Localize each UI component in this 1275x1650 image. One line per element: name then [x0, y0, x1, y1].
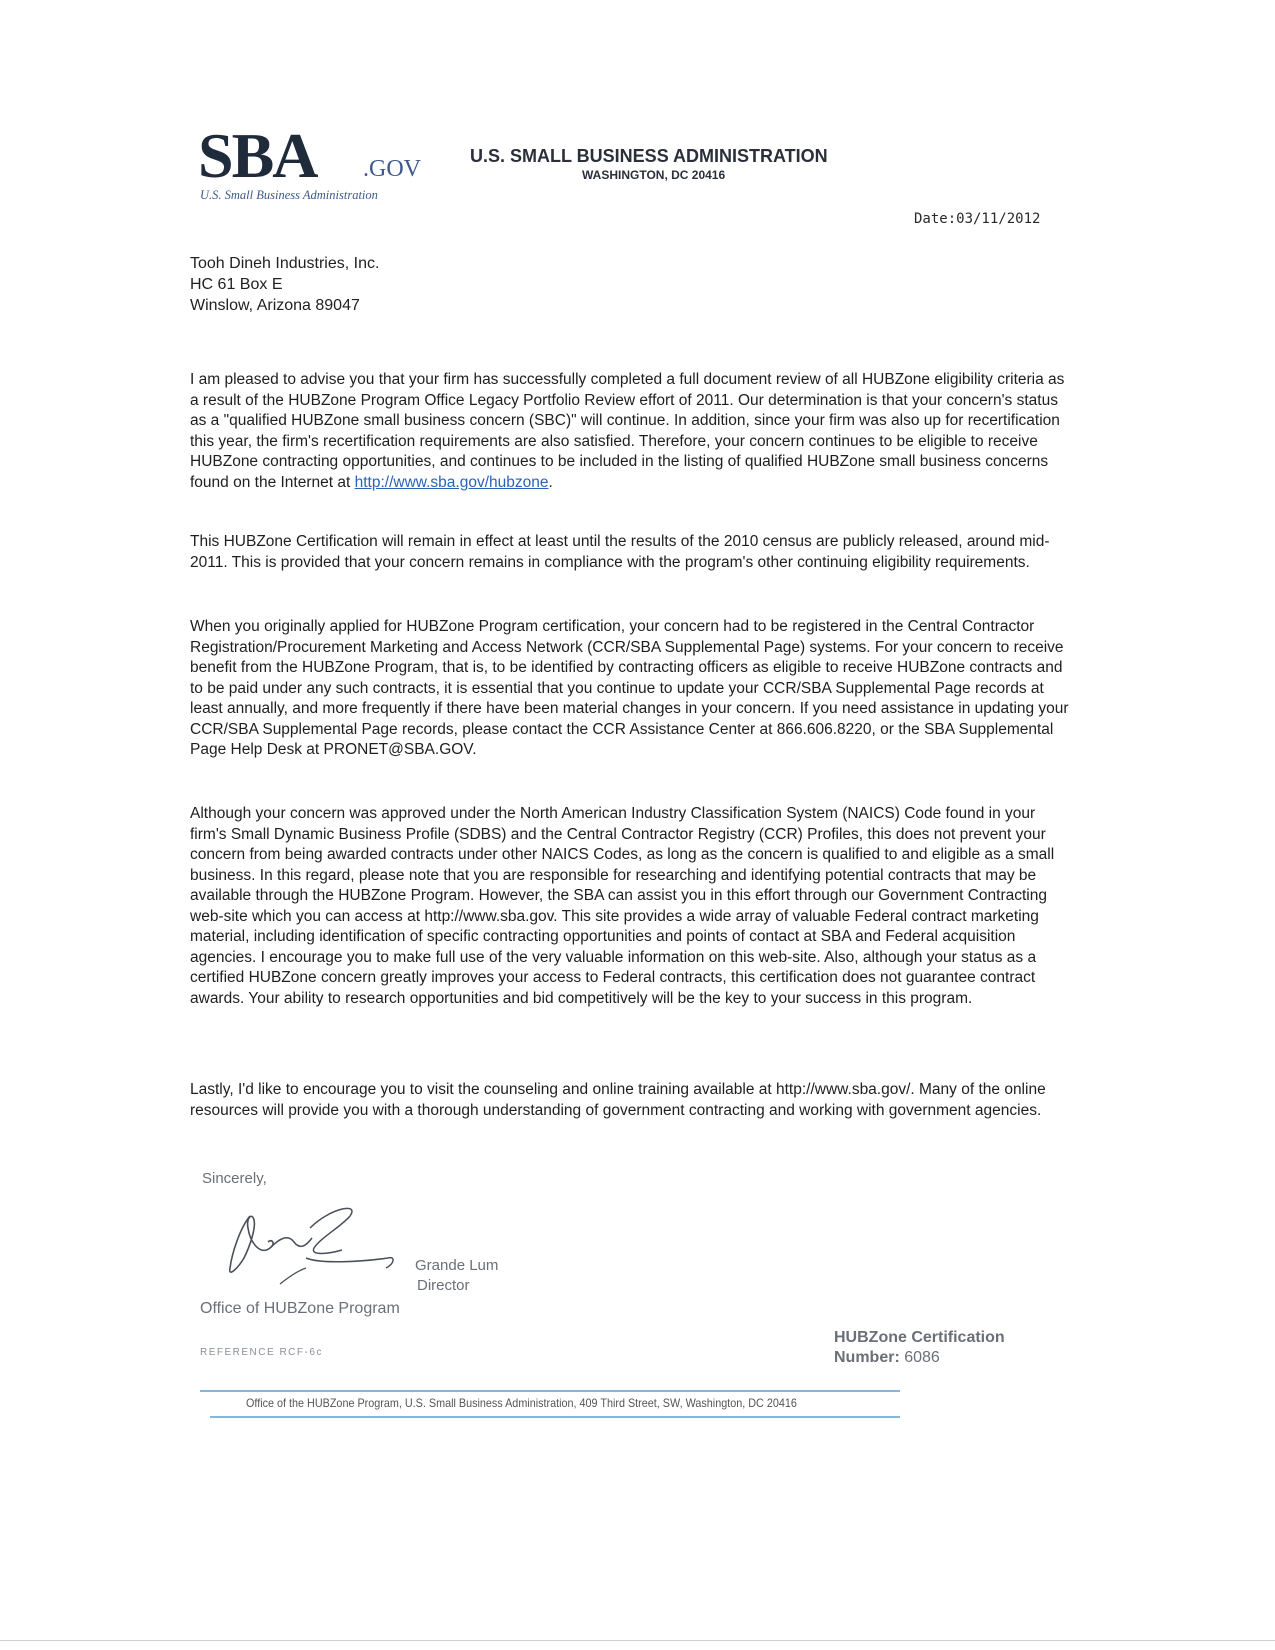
signer-name: Grande Lum — [415, 1257, 499, 1274]
certification-label: HUBZone Certification — [834, 1329, 1005, 1346]
footer-address: Office of the HUBZone Program, U.S. Small Business Administration, 409 Third Street, SW, Washington, DC 20416 — [246, 1396, 797, 1410]
recipient-address-line2: Winslow, Arizona 89047 — [190, 297, 360, 314]
paragraph-3-text: When you originally applied for HUBZone Program certification, your concern had to be registered in the Central Contractor Registration/Procurement Marketing and Access Network (CCR/SBA Supplemental Page) systems. For your concern to receive benefit from the HUBZone Program, that is, to be identified by contracting officers as eligible to receive HUBZone contracts and to be paid under any such contracts, it is essential that you continue to update your CCR/SBA Supplemental Page records at least annually, and more frequently if there have been material changes in your concern. If you need assistance in updating your CCR/SBA Supplemental Page records, please contact the CCR Assistance Center at 866.606.8220, or the SBA Supplemental Page Help Desk at PRONET@SBA.GOV. — [190, 618, 1069, 758]
logo-mark: SBA — [198, 120, 317, 191]
sba-logo — [198, 120, 428, 204]
scan-edge-line — [0, 1640, 1275, 1641]
certification-block — [834, 1328, 1005, 1368]
logo-tagline: U.S. Small Business Administration — [200, 188, 378, 202]
agency-name: U.S. SMALL BUSINESS ADMINISTRATION — [470, 146, 828, 166]
paragraph-5-text: Lastly, I'd like to encourage you to visit the counseling and online training available at http://www.sba.gov/. Many of the online resources will provide you with a thorough understanding of government contracting and working with government agencies. — [190, 1081, 1046, 1119]
signer-title: Director — [417, 1277, 470, 1294]
certification-number-label: Number: — [834, 1349, 905, 1366]
paragraph-1-end: . — [548, 473, 553, 491]
certification-number: 6086 — [904, 1349, 940, 1366]
recipient-address — [190, 253, 379, 316]
paragraph-1 — [190, 370, 1075, 493]
signer-block — [415, 1256, 498, 1296]
paragraph-1-text: I am pleased to advise you that your firm has successfully completed a full document review of all HUBZone eligibility criteria as a result of the HUBZone Program Office Legacy Portfolio Review effort of 2011. Our determination is that your concern's status as a "qualified HUBZone small business concern (SBC)" will continue. In addition, since your firm was also up for recertification this year, the firm's recertification requirements are also satisfied. Therefore, your concern continues to be eligible to receive HUBZone contracting opportunities, and continues to be included in the listing of qualified HUBZone small business concerns found on the Internet at — [190, 371, 1065, 491]
office-name: Office of HUBZone Program — [200, 1300, 400, 1317]
handwritten-signature — [210, 1198, 410, 1290]
footer-rule-bottom — [210, 1416, 900, 1418]
letter-date: Date:03/11/2012 — [914, 211, 1041, 227]
paragraph-4-text: Although your concern was approved under the North American Industry Classification System (NAICS) Code found in your firm's Small Dynamic Business Profile (SDBS) and the Central Contractor Registry (CCR) Profiles, this does not prevent your concern from being awarded contracts under other NAICS Codes, as long as the concern is qualified to and eligible as a small business. In this regard, please note that you are responsible for researching and identifying potential contracts that may be available through the HUBZone Program. However, the SBA can assist you in this effort through our Government Contracting web-site which you can access at http://www.sba.gov. This site provides a wide array of valuable Federal contract marketing material, including identification of specific contracting opportunities and points of contact at SBA and Federal acquisition agencies. I encourage you to make full use of the very valuable information on this web-site. Also, although your status as a certified HUBZone concern greatly improves your access to Federal contracts, this certification does not guarantee contract awards. Your ability to research opportunities and bid competitively will be the key to your success in this program. — [190, 805, 1055, 1007]
footer-rule-top — [200, 1390, 900, 1392]
paragraph-5 — [190, 1080, 1075, 1121]
logo-suffix: .GOV — [363, 156, 421, 182]
closing-salutation: Sincerely, — [202, 1170, 267, 1187]
paragraph-2 — [190, 532, 1075, 573]
recipient-name: Tooh Dineh Industries, Inc. — [190, 255, 380, 272]
recipient-address-line1: HC 61 Box E — [190, 276, 283, 293]
paragraph-3 — [190, 617, 1075, 761]
reference-code: REFERENCE RCF-6c — [200, 1347, 323, 1358]
agency-location: WASHINGTON, DC 20416 — [582, 168, 726, 182]
paragraph-2-text: This HUBZone Certification will remain in effect at least until the results of the 2010 census are publicly released, around mid-2011. This is provided that your concern remains in compliance with the program's other continuing eligibility requirements. — [190, 533, 1050, 571]
hubzone-link[interactable]: http://www.sba.gov/hubzone — [354, 473, 549, 491]
paragraph-4 — [190, 804, 1075, 1009]
